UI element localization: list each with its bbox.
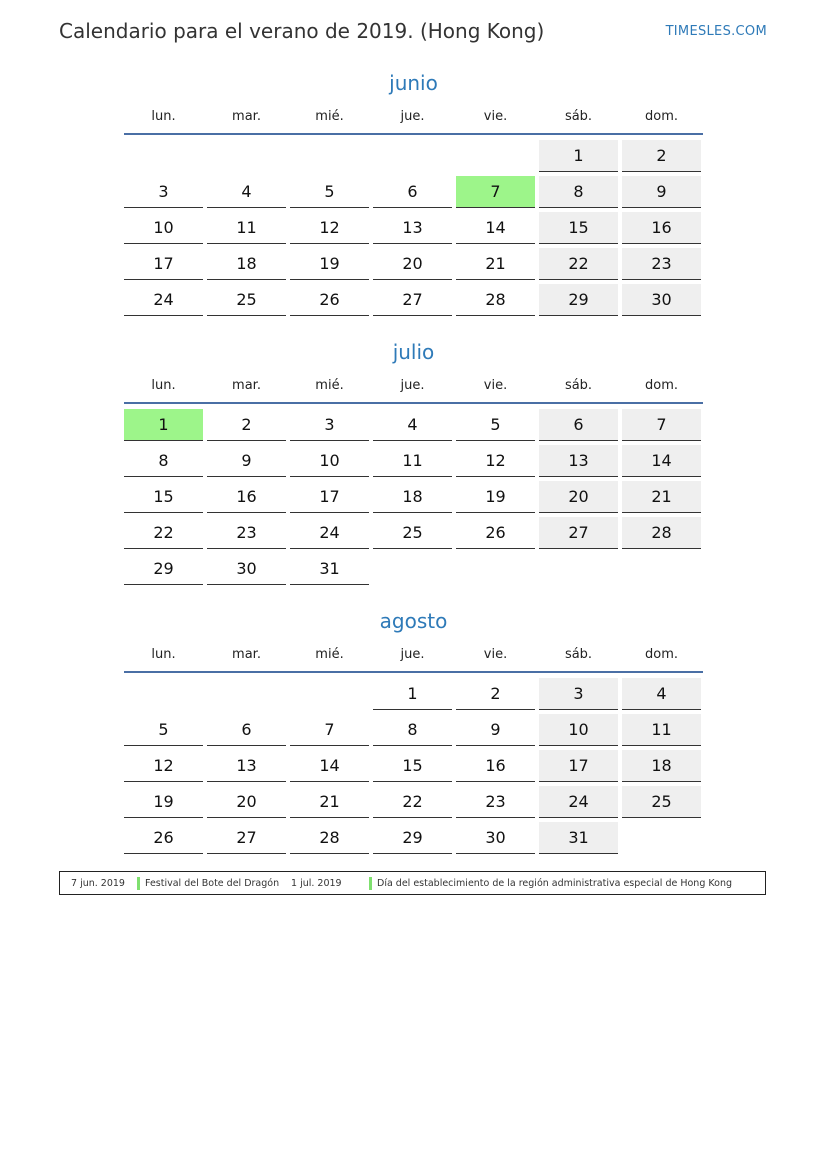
day-cell[interactable]: 17 bbox=[539, 750, 618, 782]
weekday-label: mar. bbox=[232, 647, 261, 662]
day-cell[interactable]: 23 bbox=[622, 248, 701, 280]
weekday-label: mié. bbox=[315, 647, 344, 662]
day-cell[interactable]: 26 bbox=[456, 517, 535, 549]
day-cell[interactable]: 16 bbox=[622, 212, 701, 244]
day-cell[interactable]: 8 bbox=[539, 176, 618, 208]
day-cell[interactable]: 5 bbox=[456, 409, 535, 441]
day-cell[interactable]: 10 bbox=[290, 445, 369, 477]
day-cell[interactable]: 22 bbox=[373, 786, 452, 818]
day-cell[interactable]: 3 bbox=[290, 409, 369, 441]
day-cell[interactable]: 25 bbox=[622, 786, 701, 818]
day-cell[interactable]: 6 bbox=[539, 409, 618, 441]
weekday-label: mar. bbox=[232, 378, 261, 393]
header-divider bbox=[124, 671, 703, 673]
day-cell[interactable]: 17 bbox=[124, 248, 203, 280]
day-cell[interactable]: 14 bbox=[622, 445, 701, 477]
day-cell[interactable]: 29 bbox=[124, 553, 203, 585]
day-cell[interactable]: 2 bbox=[456, 678, 535, 710]
day-cell[interactable]: 8 bbox=[124, 445, 203, 477]
weekday-label: jue. bbox=[400, 378, 425, 393]
weekday-label: vie. bbox=[483, 647, 508, 662]
weekday-label: dom. bbox=[644, 647, 678, 662]
empty-cell bbox=[290, 678, 369, 710]
day-cell[interactable]: 27 bbox=[373, 284, 452, 316]
day-cell[interactable]: 4 bbox=[373, 409, 452, 441]
holiday-day-cell[interactable]: 1 bbox=[124, 409, 203, 441]
page-title: Calendario para el verano de 2019. (Hong Kong) bbox=[59, 19, 545, 43]
day-cell[interactable]: 15 bbox=[373, 750, 452, 782]
day-cell[interactable]: 19 bbox=[456, 481, 535, 513]
day-cell[interactable]: 26 bbox=[290, 284, 369, 316]
day-cell[interactable]: 24 bbox=[124, 284, 203, 316]
day-cell[interactable]: 11 bbox=[622, 714, 701, 746]
day-cell[interactable]: 16 bbox=[456, 750, 535, 782]
day-cell[interactable]: 20 bbox=[539, 481, 618, 513]
day-cell[interactable]: 13 bbox=[373, 212, 452, 244]
day-cell[interactable]: 15 bbox=[124, 481, 203, 513]
day-cell[interactable]: 30 bbox=[207, 553, 286, 585]
legend-holiday-name: Festival del Bote del Dragón bbox=[145, 878, 280, 889]
month-june bbox=[124, 69, 703, 316]
day-cell[interactable]: 3 bbox=[124, 176, 203, 208]
day-cell[interactable]: 28 bbox=[622, 517, 701, 549]
day-cell[interactable]: 5 bbox=[290, 176, 369, 208]
day-cell[interactable]: 31 bbox=[539, 822, 618, 854]
weekday-label: dom. bbox=[644, 378, 678, 393]
empty-cell bbox=[124, 678, 203, 710]
day-cell[interactable]: 18 bbox=[207, 248, 286, 280]
day-cell[interactable]: 27 bbox=[539, 517, 618, 549]
weekday-label: mié. bbox=[315, 378, 344, 393]
weekday-label: sáb. bbox=[564, 647, 593, 662]
day-cell[interactable]: 1 bbox=[373, 678, 452, 710]
day-cell[interactable]: 6 bbox=[373, 176, 452, 208]
day-cell[interactable]: 24 bbox=[539, 786, 618, 818]
empty-cell bbox=[456, 140, 535, 172]
day-cell[interactable]: 28 bbox=[456, 284, 535, 316]
month-name: junio bbox=[389, 71, 438, 95]
day-cell[interactable]: 7 bbox=[622, 409, 701, 441]
header-divider bbox=[124, 402, 703, 404]
holiday-day-cell[interactable]: 7 bbox=[456, 176, 535, 208]
legend-holiday-name: Día del establecimiento de la región administrativa especial de Hong Kong bbox=[377, 878, 732, 889]
holiday-marker bbox=[137, 877, 140, 890]
day-cell[interactable]: 23 bbox=[207, 517, 286, 549]
day-cell[interactable]: 18 bbox=[373, 481, 452, 513]
day-cell[interactable]: 17 bbox=[290, 481, 369, 513]
legend-date: 7 jun. 2019 bbox=[71, 878, 125, 889]
weekday-label: sáb. bbox=[564, 109, 593, 124]
day-cell[interactable]: 21 bbox=[290, 786, 369, 818]
day-cell[interactable]: 31 bbox=[290, 553, 369, 585]
header-divider bbox=[124, 133, 703, 135]
day-cell[interactable]: 10 bbox=[124, 212, 203, 244]
day-cell[interactable]: 23 bbox=[456, 786, 535, 818]
day-cell[interactable]: 7 bbox=[290, 714, 369, 746]
holiday-legend bbox=[59, 871, 766, 895]
brand-link[interactable]: TIMESLES.COM bbox=[665, 24, 767, 39]
weekday-label: mié. bbox=[315, 109, 344, 124]
weekday-label: jue. bbox=[400, 109, 425, 124]
day-cell[interactable]: 30 bbox=[456, 822, 535, 854]
holiday-marker bbox=[369, 877, 372, 890]
weekday-label: jue. bbox=[400, 647, 425, 662]
day-cell[interactable]: 21 bbox=[456, 248, 535, 280]
day-cell[interactable]: 11 bbox=[373, 445, 452, 477]
day-cell[interactable]: 10 bbox=[539, 714, 618, 746]
day-grid bbox=[124, 678, 703, 854]
empty-cell bbox=[207, 678, 286, 710]
day-cell[interactable]: 9 bbox=[207, 445, 286, 477]
day-cell[interactable]: 19 bbox=[124, 786, 203, 818]
day-grid bbox=[124, 409, 703, 585]
day-cell[interactable]: 2 bbox=[622, 140, 701, 172]
day-cell[interactable]: 13 bbox=[539, 445, 618, 477]
day-cell[interactable]: 25 bbox=[373, 517, 452, 549]
month-name: julio bbox=[392, 340, 435, 364]
day-cell[interactable]: 5 bbox=[124, 714, 203, 746]
empty-cell bbox=[373, 140, 452, 172]
weekday-label: mar. bbox=[232, 109, 261, 124]
day-cell[interactable]: 9 bbox=[456, 714, 535, 746]
day-cell[interactable]: 22 bbox=[124, 517, 203, 549]
day-grid bbox=[124, 140, 703, 316]
day-cell[interactable]: 3 bbox=[539, 678, 618, 710]
empty-cell bbox=[290, 140, 369, 172]
day-cell[interactable]: 6 bbox=[207, 714, 286, 746]
day-cell[interactable]: 25 bbox=[207, 284, 286, 316]
weekday-label: lun. bbox=[151, 647, 176, 662]
day-cell[interactable]: 16 bbox=[207, 481, 286, 513]
day-cell[interactable]: 9 bbox=[622, 176, 701, 208]
month-july bbox=[124, 338, 703, 585]
day-cell[interactable]: 4 bbox=[622, 678, 701, 710]
weekday-label: dom. bbox=[644, 109, 678, 124]
day-cell[interactable]: 12 bbox=[456, 445, 535, 477]
day-cell[interactable]: 1 bbox=[539, 140, 618, 172]
day-cell[interactable]: 24 bbox=[290, 517, 369, 549]
day-cell[interactable]: 11 bbox=[207, 212, 286, 244]
weekday-header bbox=[124, 105, 703, 129]
day-cell[interactable]: 14 bbox=[456, 212, 535, 244]
day-cell[interactable]: 2 bbox=[207, 409, 286, 441]
weekday-header bbox=[124, 374, 703, 398]
month-august bbox=[124, 607, 703, 854]
day-cell[interactable]: 14 bbox=[290, 750, 369, 782]
weekday-label: vie. bbox=[483, 109, 508, 124]
day-cell[interactable]: 19 bbox=[290, 248, 369, 280]
legend-date: 1 jul. 2019 bbox=[291, 878, 342, 889]
empty-cell bbox=[124, 140, 203, 172]
day-cell[interactable]: 13 bbox=[207, 750, 286, 782]
day-cell[interactable]: 21 bbox=[622, 481, 701, 513]
day-cell[interactable]: 4 bbox=[207, 176, 286, 208]
day-cell[interactable]: 29 bbox=[539, 284, 618, 316]
weekday-label: lun. bbox=[151, 378, 176, 393]
day-cell[interactable]: 20 bbox=[207, 786, 286, 818]
weekday-label: lun. bbox=[151, 109, 176, 124]
day-cell[interactable]: 12 bbox=[124, 750, 203, 782]
day-cell[interactable]: 30 bbox=[622, 284, 701, 316]
weekday-label: sáb. bbox=[564, 378, 593, 393]
day-cell[interactable]: 8 bbox=[373, 714, 452, 746]
weekday-header bbox=[124, 643, 703, 667]
day-cell[interactable]: 20 bbox=[373, 248, 452, 280]
day-cell[interactable]: 27 bbox=[207, 822, 286, 854]
day-cell[interactable]: 18 bbox=[622, 750, 701, 782]
day-cell[interactable]: 12 bbox=[290, 212, 369, 244]
month-name: agosto bbox=[379, 609, 448, 633]
day-cell[interactable]: 15 bbox=[539, 212, 618, 244]
day-cell[interactable]: 26 bbox=[124, 822, 203, 854]
weekday-label: vie. bbox=[483, 378, 508, 393]
day-cell[interactable]: 29 bbox=[373, 822, 452, 854]
empty-cell bbox=[207, 140, 286, 172]
day-cell[interactable]: 28 bbox=[290, 822, 369, 854]
day-cell[interactable]: 22 bbox=[539, 248, 618, 280]
